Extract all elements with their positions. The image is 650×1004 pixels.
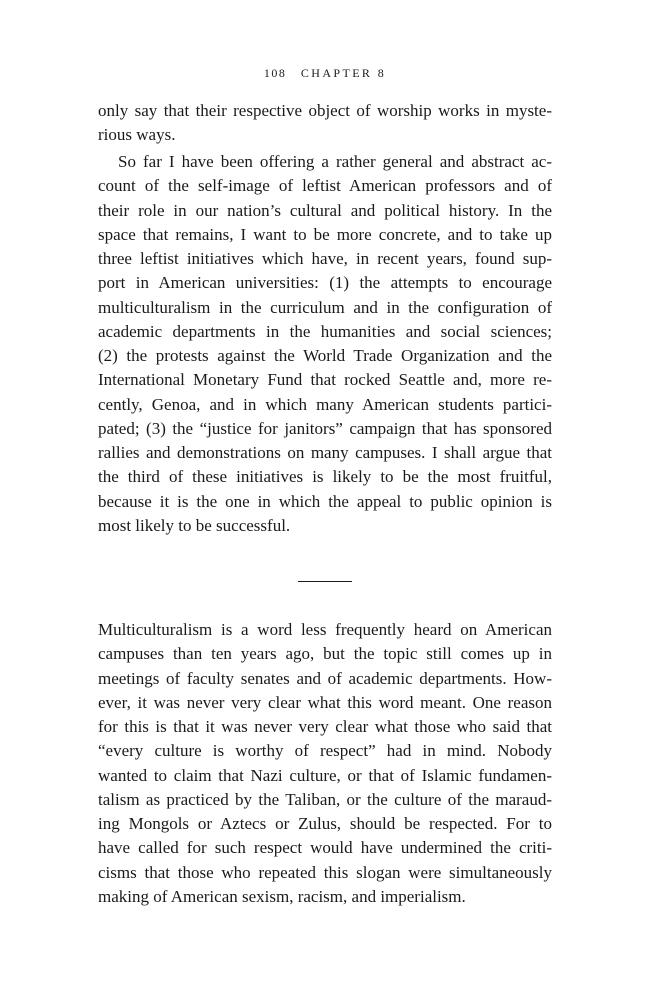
text-line: pated; (3) the “justice for janitors” campaign that has sponsored bbox=[98, 418, 552, 438]
text-line: only say that their respective object of worship works in myste- bbox=[98, 101, 552, 120]
chapter-label: CHAPTER 8 bbox=[300, 66, 387, 80]
text-line: their role in our nation’s cultural and political history. In the bbox=[98, 200, 552, 220]
text-line: talism as practiced by the Taliban, or the culture of the maraud- bbox=[98, 789, 552, 809]
text-line: Multiculturalism is a word less frequently heard on American bbox=[98, 620, 552, 639]
text-line: wanted to claim that Nazi culture, or that of Islamic fundamen- bbox=[98, 765, 552, 785]
text-line: three leftist initiatives which have, in recent years, found sup- bbox=[98, 249, 552, 268]
paragraph-multiculturalism bbox=[98, 618, 552, 909]
text-line: International Monetary Fund that rocked Seattle and, more re- bbox=[98, 370, 552, 390]
text-line: have called for such respect would have undermined the criti- bbox=[98, 838, 552, 858]
text-line: “every culture is worthy of respect” had in mind. Nobody bbox=[98, 741, 552, 761]
page-number: 108 bbox=[263, 66, 287, 80]
text-line: because it is the one in which the appeal to public opinion is bbox=[98, 491, 552, 511]
text-line: cisms that those who repeated this slogan were simultaneously bbox=[98, 862, 552, 882]
text-line: ing Mongols or Aztecs or Zulus, should be respected. For to bbox=[98, 814, 552, 833]
text-line: space that remains, I want to be more concrete, and to take up bbox=[98, 224, 552, 244]
text-line: for this is that it was never very clear what those who said that bbox=[98, 717, 552, 736]
text-line: (2) the protests against the World Trade Organization and the bbox=[98, 346, 552, 365]
text-line: the third of these initiatives is likely to be the most fruitful, bbox=[98, 467, 552, 487]
text-line: meetings of faculty senates and of academic departments. How- bbox=[98, 668, 552, 688]
running-head bbox=[0, 66, 650, 81]
text-line: cently, Genoa, and in which many American students partici- bbox=[98, 394, 552, 414]
text-line: most likely to be successful. bbox=[98, 515, 291, 535]
text-line: ever, it was never very clear what this word meant. One reason bbox=[98, 692, 552, 712]
paragraph-leftist-initiatives bbox=[98, 150, 552, 538]
text-line: rallies and demonstrations on many campuses. I shall argue that bbox=[98, 443, 552, 462]
text-line: count of the self-image of leftist American professors and of bbox=[98, 176, 552, 196]
text-line: So far I have been offering a rather general and abstract ac- bbox=[118, 152, 552, 171]
text-line: making of American sexism, racism, and imperialism. bbox=[98, 886, 466, 906]
paragraph-continued bbox=[98, 99, 552, 148]
text-line: port in American universities: (1) the attempts to encourage bbox=[98, 273, 552, 293]
section-divider bbox=[298, 581, 352, 582]
text-line: academic departments in the humanities and social sciences; bbox=[98, 321, 552, 341]
text-line: campuses than ten years ago, but the topic still comes up in bbox=[98, 644, 552, 664]
text-line: rious ways. bbox=[98, 125, 176, 145]
text-line: multiculturalism in the curriculum and in the configuration of bbox=[98, 297, 552, 317]
